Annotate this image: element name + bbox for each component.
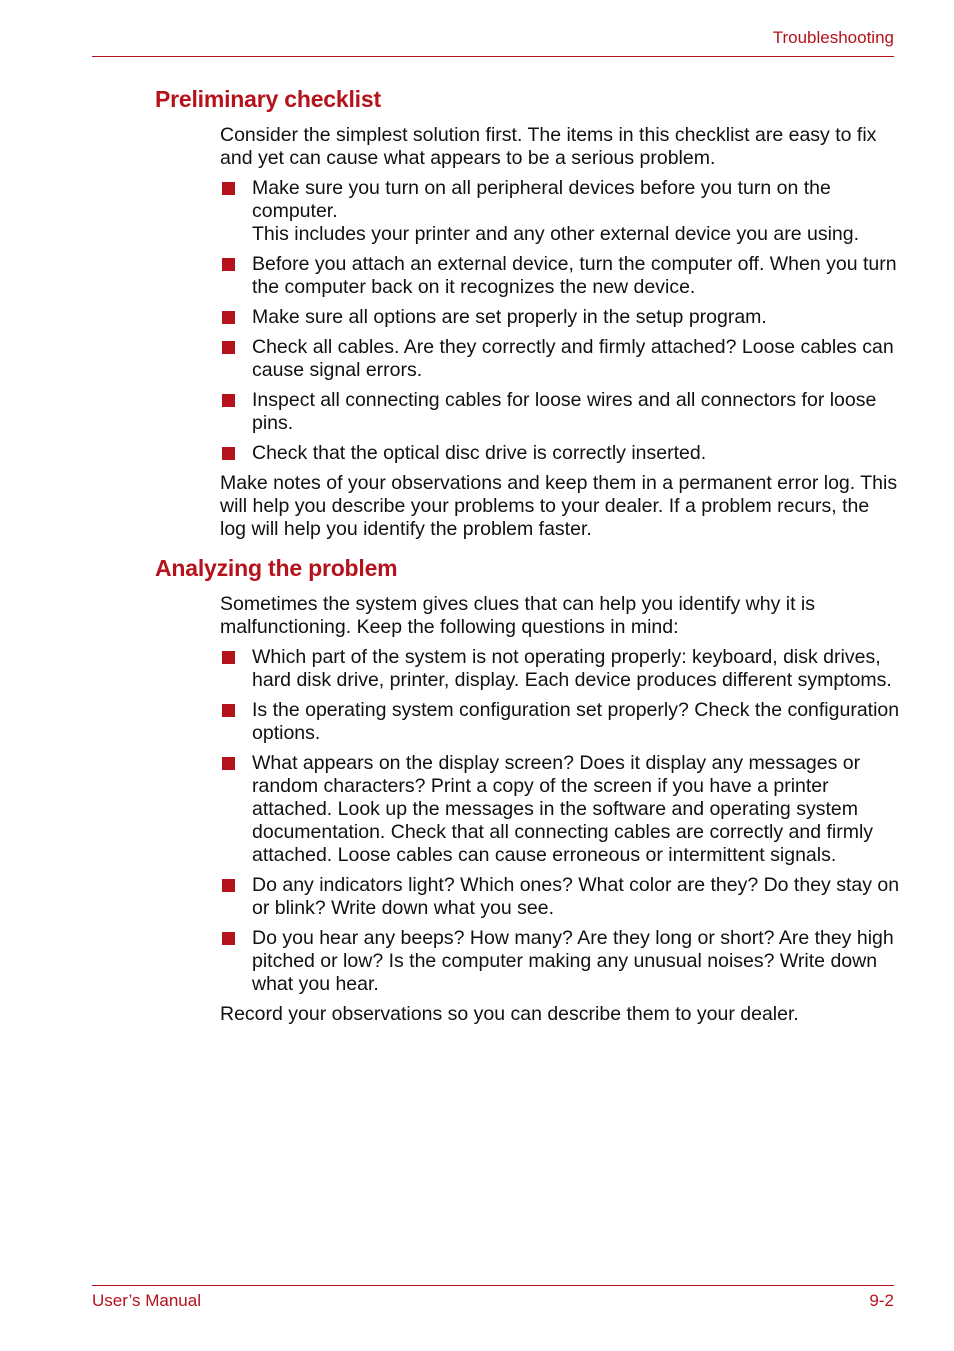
list-item-text: Is the operating system configuration set properly? Check the configuration options. [252,699,900,744]
analyzing-intro: Sometimes the system gives clues that can help you identify why it is malfunctioning. Keep the following questions in mind: [220,593,816,638]
page-number: 9-2 [869,1291,894,1310]
square-bullet-icon [222,182,235,195]
list-item-text: Inspect all connecting cables for loose wires and all connectors for loose pins. [252,389,877,434]
section-heading-analyzing: Analyzing the problem [155,555,398,581]
square-bullet-icon [222,394,235,407]
footer-rule [92,1285,894,1286]
analyzing-section [220,593,900,1026]
running-header: Troubleshooting [772,28,894,47]
square-bullet-icon [222,341,235,354]
square-bullet-icon [222,879,235,892]
list-item [220,752,900,867]
list-item [220,874,900,920]
list-item-text: Before you attach an external device, turn the computer off. When you turn the computer back on it recognizes the new device. [252,253,897,298]
list-item [220,389,900,435]
list-item [220,699,900,745]
list-item-extra: This includes your printer and any other external device you are using. [252,223,860,245]
list-item-text: Make sure all options are set properly in the setup program. [252,306,767,328]
list-item-text: Check that the optical disc drive is correctly inserted. [252,442,707,464]
analyzing-outro: Record your observations so you can describe them to your dealer. [220,1003,799,1025]
list-item-text: What appears on the display screen? Does it display any messages or random characters? Print a copy of the screen if you have a printer attached. Look up the messages in the software and operating system documentation. Check that all connecting cables are correctly and firmly attached. Loose cables can cause erroneous or intermittent signals. [252,752,874,866]
list-item [220,646,900,692]
square-bullet-icon [222,704,235,717]
list-item [220,442,900,465]
section-heading-preliminary: Preliminary checklist [155,86,381,112]
header-rule [92,56,894,57]
list-item-text: Check all cables. Are they correctly and firmly attached? Loose cables can cause signal errors. [252,336,894,381]
list-item-text: Do any indicators light? Which ones? What color are they? Do they stay on or blink? Write down what you see. [252,874,900,919]
preliminary-checklist [220,177,900,465]
preliminary-intro: Consider the simplest solution first. The items in this checklist are easy to fix and yet can cause what appears to be a serious problem. [220,124,877,169]
square-bullet-icon [222,651,235,664]
square-bullet-icon [222,258,235,271]
list-item [220,306,900,329]
preliminary-outro: Make notes of your observations and keep them in a permanent error log. This will help you describe your problems to your dealer. If a problem recurs, the log will help you identify the problem faster. [220,472,898,540]
analyzing-questions [220,646,900,996]
list-item [220,177,900,246]
square-bullet-icon [222,447,235,460]
list-item-text: Do you hear any beeps? How many? Are they long or short? Are they high pitched or low? Is the computer making any unusual noises? Write down what you hear. [252,927,894,995]
footer-manual-title: User’s Manual [92,1291,201,1310]
list-item-text: Which part of the system is not operating properly: keyboard, disk drives, hard disk drive, printer, display. Each device produces different symptoms. [252,646,892,691]
list-item [220,336,900,382]
list-item-text: Make sure you turn on all peripheral devices before you turn on the computer. [252,177,831,222]
list-item [220,253,900,299]
list-item [220,927,900,996]
square-bullet-icon [222,757,235,770]
preliminary-section [220,124,900,541]
square-bullet-icon [222,932,235,945]
square-bullet-icon [222,311,235,324]
